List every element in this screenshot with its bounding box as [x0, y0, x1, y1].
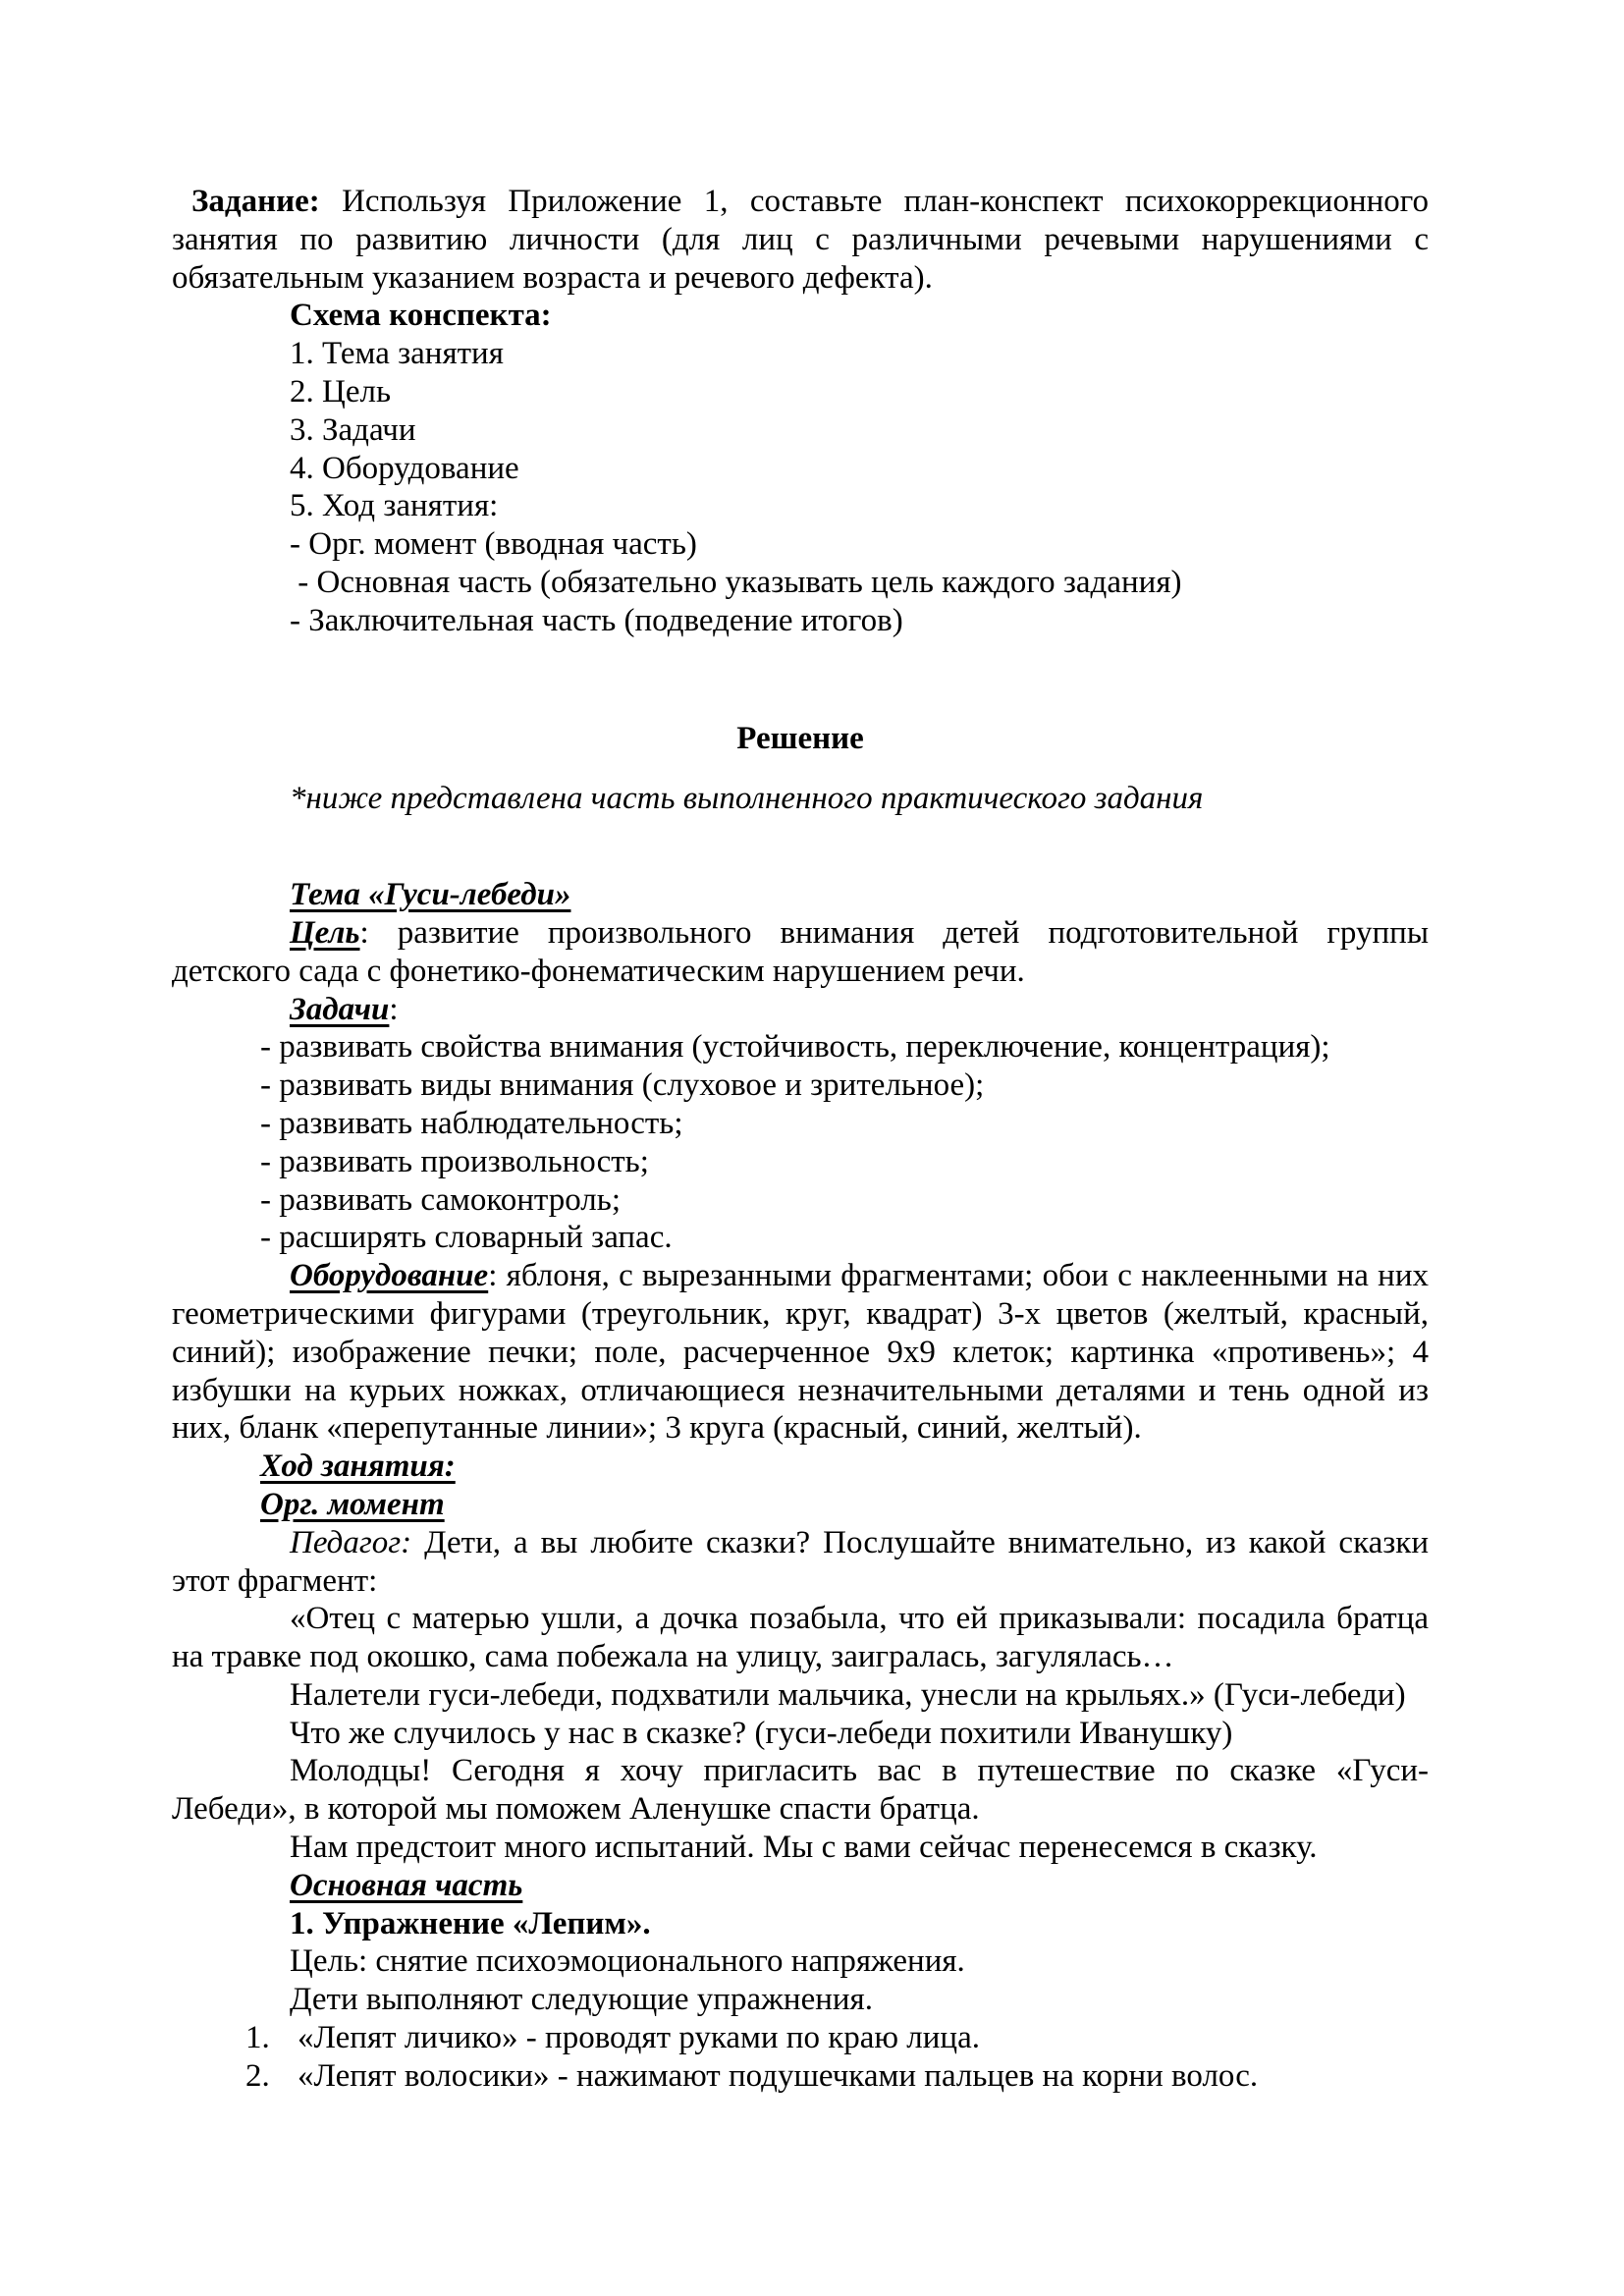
- question-answer-line: Что же случилось у нас в сказке? (гуси-лебеди похитили Иванушку): [290, 1715, 1233, 1751]
- teacher-label: Педагог:: [290, 1524, 412, 1560]
- equipment-paragraph: [172, 1257, 1429, 1448]
- fairytale-quote-2: Налетели гуси-лебеди, подхватили мальчика, унесли на крыльях.» (Гуси-лебеди): [290, 1676, 1406, 1713]
- lesson-topic-label: Тема «Гуси-лебеди»: [290, 877, 571, 913]
- org-moment-heading: [172, 1486, 1429, 1524]
- exercise1-step-1: [245, 2019, 1429, 2057]
- assignment-paragraph: [172, 183, 1429, 297]
- solution-title: Решение: [736, 720, 864, 756]
- main-part-heading: [172, 1867, 1429, 1905]
- exercise1-title: 1. Упражнение «Лепим».: [290, 1905, 651, 1941]
- task-item-3: - развивать наблюдательность;: [260, 1105, 683, 1141]
- equipment-text: : яблоня, с вырезанными фрагментами; обои с наклеенными на них геометрическими фигурами (треугольник, круг, квадрат) 3-х цветов (желтый, красный, синий); изображение печки; поле, расчерченное 9х9 клеток; картинка «противень»; 4 избушки на курьих ножках, отличающиеся незначительными деталями и тень одной из них, бланк «перепутанные линии»; 3 круга (красный, синий, желтый).: [172, 1258, 1429, 1447]
- spacer: [172, 757, 1429, 780]
- task-item-4: - развивать произвольность;: [260, 1143, 649, 1179]
- scheme-item-2: 2. Цель: [290, 373, 391, 410]
- transition-line: Нам предстоит много испытаний. Мы с вами сейчас перенесемся в сказку.: [290, 1830, 1318, 1866]
- goal-label: Цель: [290, 914, 360, 951]
- scheme-item-4: 4. Оборудование: [290, 450, 519, 486]
- task-item-6: - расширять словарный запас.: [260, 1220, 673, 1256]
- goal-text: : развитие произвольного внимания детей подготовительной группы детского сада с фонетико-фонематическим нарушением речи.: [172, 914, 1429, 989]
- spacer: [172, 818, 1429, 876]
- teacher-paragraph: [172, 1524, 1429, 1601]
- main-part-label: Основная часть: [290, 1867, 523, 1903]
- solution-note: *ниже представлена часть выполненного практического задания: [290, 781, 1204, 817]
- teacher-text: Дети, а вы любите сказки? Послушайте внимательно, из какой сказки этот фрагмент:: [172, 1524, 1429, 1599]
- tasks-colon: :: [389, 991, 399, 1027]
- scheme-item-3: 3. Задачи: [290, 411, 416, 448]
- task-item-5: - развивать самоконтроль;: [260, 1181, 621, 1218]
- org-moment-label: Орг. момент: [260, 1486, 445, 1522]
- assignment-label: Задание:: [191, 184, 320, 219]
- scheme-item-5: 5. Ход занятия:: [290, 488, 499, 524]
- lesson-goal-paragraph: [172, 914, 1429, 991]
- scheme-item-main-part: - Основная часть (обязательно указывать цель каждого задания): [290, 564, 1182, 600]
- exercise1-goal: Цель: снятие психоэмоционального напряжения.: [290, 1943, 965, 1980]
- praise-paragraph: Молодцы! Сегодня я хочу пригласить вас в путешествие по сказке «Гуси-Лебеди», в которой мы поможем Аленушке спасти братца.: [172, 1753, 1429, 1828]
- step-text: «Лепят волосики» - нажимают подушечками пальцев на корни волос.: [298, 2057, 1259, 2094]
- flow-label: Ход занятия:: [260, 1449, 456, 1485]
- assignment-text: Используя Приложение 1, составьте план-конспект психокоррекционного занятия по развитию личности (для лиц с различными речевыми нарушениями с обязательным указанием возраста и речевого дефекта).: [172, 184, 1429, 296]
- step-number: 1.: [245, 2020, 270, 2056]
- fairytale-quote-1: «Отец с матерью ушли, а дочка позабыла, что ей приказывали: посадила братца на травке под окошко, сама побежала на улицу, заигралась, загулялась…: [172, 1601, 1429, 1675]
- task-item-2: - развивать виды внимания (слуховое и зрительное);: [260, 1067, 985, 1104]
- exercise1-step-2: [245, 2057, 1429, 2096]
- scheme-item-1: 1. Тема занятия: [290, 336, 504, 372]
- step-number: 2.: [245, 2057, 270, 2094]
- task-item-1: - развивать свойства внимания (устойчивость, переключение, концентрация);: [260, 1029, 1330, 1066]
- tasks-label: Задачи: [290, 991, 390, 1027]
- lesson-topic: [172, 876, 1429, 914]
- scheme-title: Схема конспекта:: [290, 298, 552, 334]
- scheme-item-final-part: - Заключительная часть (подведение итогов): [290, 602, 903, 638]
- scheme-item-org-moment: - Орг. момент (вводная часть): [290, 526, 697, 563]
- flow-heading: [172, 1448, 1429, 1486]
- spacer: [172, 640, 1429, 720]
- exercise1-intro: Дети выполняют следующие упражнения.: [290, 1982, 873, 2018]
- equipment-label: Оборудование: [290, 1258, 489, 1294]
- tasks-heading: [172, 991, 1429, 1029]
- step-text: «Лепят личико» - проводят руками по краю лица.: [298, 2020, 980, 2056]
